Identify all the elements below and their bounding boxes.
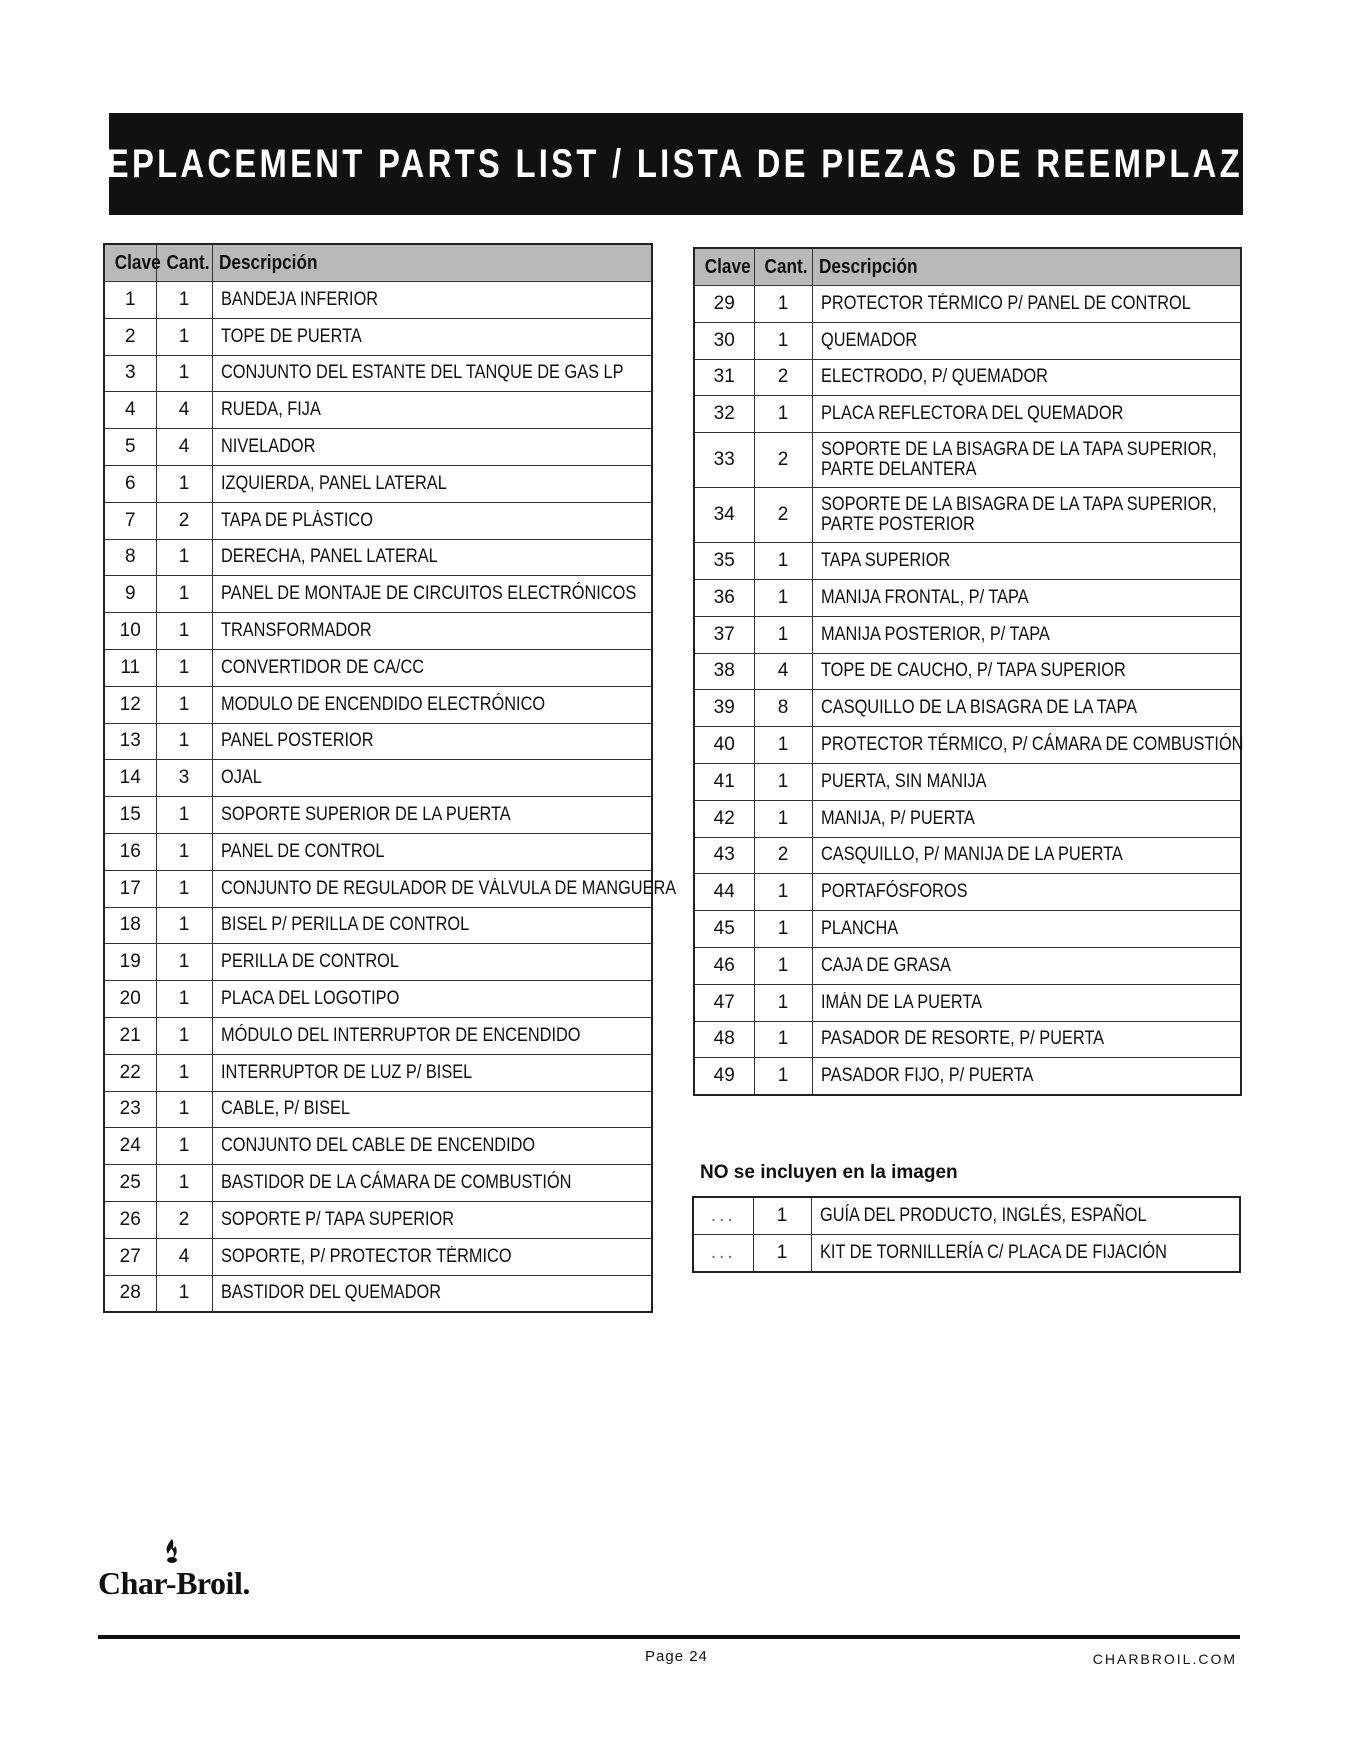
page-title: REPLACEMENT PARTS LIST / LISTA DE PIEZAS DE REEMPLAZO xyxy=(80,141,1272,186)
part-key: 27 xyxy=(104,1238,156,1275)
table-row xyxy=(693,1235,1240,1273)
part-description-text: CONJUNTO DEL ESTANTE DEL TANQUE DE GAS LP xyxy=(220,362,624,384)
part-key: 8 xyxy=(104,539,156,576)
col-header-qty: Cant. xyxy=(754,248,812,286)
part-description xyxy=(212,355,652,392)
table-row xyxy=(104,833,652,870)
table-row xyxy=(104,502,652,539)
part-description-text-line2: PARTE POSTERIOR xyxy=(820,514,975,536)
part-qty: 1 xyxy=(754,1058,812,1095)
part-description-text: SOPORTE, P/ PROTECTOR TÉRMICO xyxy=(220,1245,512,1267)
part-key: 15 xyxy=(104,797,156,834)
part-description xyxy=(812,543,1241,580)
table-row xyxy=(104,539,652,576)
part-qty: 1 xyxy=(156,465,212,502)
part-description xyxy=(212,944,652,981)
part-description-text: TRANSFORMADOR xyxy=(220,620,372,642)
part-key: 16 xyxy=(104,833,156,870)
part-description-text: BASTIDOR DE LA CÁMARA DE COMBUSTIÓN xyxy=(220,1172,571,1194)
part-key: 29 xyxy=(694,286,754,323)
part-key: 6 xyxy=(104,465,156,502)
part-key: 5 xyxy=(104,429,156,466)
part-description xyxy=(212,1165,652,1202)
part-key: 37 xyxy=(694,616,754,653)
note-bold: NO xyxy=(700,1162,729,1183)
table-row xyxy=(104,576,652,613)
part-description-text: PLANCHA xyxy=(820,918,898,940)
part-key: 23 xyxy=(104,1091,156,1128)
note-rest: se incluyen en la imagen xyxy=(728,1162,958,1183)
part-description xyxy=(811,1197,1240,1235)
part-description xyxy=(811,1235,1240,1273)
part-qty: 1 xyxy=(754,543,812,580)
part-qty: 1 xyxy=(753,1197,811,1235)
table-row xyxy=(694,286,1241,323)
part-description-text: PUERTA, SIN MANIJA xyxy=(820,770,987,792)
part-description xyxy=(212,907,652,944)
table-row xyxy=(104,355,652,392)
part-description-text: BISEL P/ PERILLA DE CONTROL xyxy=(220,914,469,936)
part-description-text: SOPORTE SUPERIOR DE LA PUERTA xyxy=(220,804,511,826)
table-row xyxy=(694,579,1241,616)
table-row xyxy=(104,392,652,429)
part-description-text: KIT DE TORNILLERÍA C/ PLACA DE FIJACIÓN xyxy=(819,1242,1167,1263)
table-row xyxy=(694,911,1241,948)
part-qty: 1 xyxy=(156,282,212,319)
part-qty: 1 xyxy=(156,613,212,650)
part-qty: 1 xyxy=(156,1054,212,1091)
part-qty: 1 xyxy=(156,833,212,870)
part-key: 19 xyxy=(104,944,156,981)
part-qty: 1 xyxy=(156,981,212,1018)
part-description-text: CONJUNTO DE REGULADOR DE VÁLVULA DE MANGUERA xyxy=(220,877,676,899)
footer-divider xyxy=(98,1635,1240,1639)
table-row xyxy=(694,690,1241,727)
part-qty: 1 xyxy=(156,944,212,981)
table-row xyxy=(694,947,1241,984)
part-key: ... xyxy=(693,1235,753,1273)
part-description xyxy=(812,616,1241,653)
table-row xyxy=(104,686,652,723)
part-key: 28 xyxy=(104,1275,156,1312)
part-qty: 1 xyxy=(156,870,212,907)
part-qty: 1 xyxy=(156,355,212,392)
part-description-text: TOPE DE CAUCHO, P/ TAPA SUPERIOR xyxy=(820,660,1126,682)
part-description-text: PANEL POSTERIOR xyxy=(220,730,374,752)
part-qty: 1 xyxy=(754,874,812,911)
part-description xyxy=(812,947,1241,984)
part-description xyxy=(212,392,652,429)
part-qty: 8 xyxy=(754,690,812,727)
table-row xyxy=(694,984,1241,1021)
part-description-text: PLACA REFLECTORA DEL QUEMADOR xyxy=(820,403,1123,425)
part-description-text: GUÍA DEL PRODUCTO, INGLÉS, ESPAÑOL xyxy=(819,1205,1147,1226)
table-row xyxy=(104,1238,652,1275)
part-qty: 1 xyxy=(156,539,212,576)
title-banner xyxy=(80,113,1272,215)
part-key: 36 xyxy=(694,579,754,616)
part-key: 31 xyxy=(694,359,754,396)
table-row xyxy=(694,396,1241,433)
part-description-text: CONVERTIDOR DE CA/CC xyxy=(220,656,424,678)
part-description xyxy=(212,1128,652,1165)
part-qty: 2 xyxy=(754,837,812,874)
part-description-text: TOPE DE PUERTA xyxy=(220,325,362,347)
part-qty: 1 xyxy=(754,763,812,800)
part-qty: 1 xyxy=(156,723,212,760)
part-qty: 1 xyxy=(754,286,812,323)
table-row xyxy=(694,543,1241,580)
part-qty: 2 xyxy=(754,488,812,543)
part-description-text: CASQUILLO DE LA BISAGRA DE LA TAPA xyxy=(820,697,1137,719)
part-qty: 1 xyxy=(156,686,212,723)
part-key: 41 xyxy=(694,763,754,800)
part-description-text: MÓDULO DEL INTERRUPTOR DE ENCENDIDO xyxy=(220,1024,581,1046)
part-key: 14 xyxy=(104,760,156,797)
table-row xyxy=(694,1058,1241,1095)
table-row xyxy=(104,1128,652,1165)
part-description xyxy=(212,760,652,797)
table-row xyxy=(694,359,1241,396)
part-key: 3 xyxy=(104,355,156,392)
part-qty: 1 xyxy=(156,318,212,355)
part-description xyxy=(212,797,652,834)
table-row xyxy=(104,760,652,797)
part-description-text: SOPORTE P/ TAPA SUPERIOR xyxy=(220,1208,454,1230)
part-description-text: SOPORTE DE LA BISAGRA DE LA TAPA SUPERIOR, xyxy=(820,494,1217,516)
part-qty: 1 xyxy=(754,984,812,1021)
part-description-text: MANIJA, P/ PUERTA xyxy=(820,807,975,829)
part-key: 44 xyxy=(694,874,754,911)
table-row xyxy=(104,797,652,834)
table-row xyxy=(104,429,652,466)
table-row xyxy=(104,1017,652,1054)
part-qty: 1 xyxy=(754,911,812,948)
part-qty: 1 xyxy=(754,800,812,837)
part-qty: 1 xyxy=(754,579,812,616)
table-header-row xyxy=(694,248,1241,286)
part-description-text: PROTECTOR TÉRMICO P/ PANEL DE CONTROL xyxy=(820,292,1191,314)
website-url: CHARBROIL.COM xyxy=(1092,1651,1237,1667)
part-qty: 1 xyxy=(754,322,812,359)
part-key: 25 xyxy=(104,1165,156,1202)
part-description xyxy=(212,686,652,723)
part-description-text: CAJA DE GRASA xyxy=(820,954,951,976)
part-qty: 1 xyxy=(156,649,212,686)
part-key: 21 xyxy=(104,1017,156,1054)
part-key: 38 xyxy=(694,653,754,690)
part-description xyxy=(212,539,652,576)
table-row xyxy=(104,981,652,1018)
part-description-text: QUEMADOR xyxy=(820,329,917,351)
table-row xyxy=(694,616,1241,653)
part-qty: 1 xyxy=(754,947,812,984)
part-key: 46 xyxy=(694,947,754,984)
table-row xyxy=(104,944,652,981)
part-key: 43 xyxy=(694,837,754,874)
table-row xyxy=(694,874,1241,911)
table-row xyxy=(104,870,652,907)
part-description-text: SOPORTE DE LA BISAGRA DE LA TAPA SUPERIOR, xyxy=(820,439,1217,461)
part-description xyxy=(212,613,652,650)
part-qty: 4 xyxy=(156,392,212,429)
part-description xyxy=(812,322,1241,359)
part-key: 35 xyxy=(694,543,754,580)
part-key: 45 xyxy=(694,911,754,948)
part-description xyxy=(812,690,1241,727)
part-description xyxy=(812,653,1241,690)
part-description-text: CONJUNTO DEL CABLE DE ENCENDIDO xyxy=(220,1135,535,1157)
part-qty: 1 xyxy=(754,616,812,653)
not-pictured-note xyxy=(700,1162,958,1184)
part-description-text: ELECTRODO, P/ QUEMADOR xyxy=(820,366,1048,388)
part-key: 24 xyxy=(104,1128,156,1165)
part-description xyxy=(812,1021,1241,1058)
part-description xyxy=(212,1201,652,1238)
part-description xyxy=(812,763,1241,800)
part-description xyxy=(812,984,1241,1021)
part-key: 26 xyxy=(104,1201,156,1238)
table-row xyxy=(104,907,652,944)
part-qty: 1 xyxy=(754,396,812,433)
col-header-desc: Descripción xyxy=(212,244,652,282)
part-key: 20 xyxy=(104,981,156,1018)
part-description xyxy=(212,465,652,502)
part-description-text: IMÁN DE LA PUERTA xyxy=(820,991,982,1013)
part-description xyxy=(212,1091,652,1128)
part-description xyxy=(812,488,1241,543)
part-description xyxy=(212,502,652,539)
table-row xyxy=(693,1197,1240,1235)
part-description-text: IZQUIERDA, PANEL LATERAL xyxy=(220,472,447,494)
table-row xyxy=(694,488,1241,543)
part-description-text: CASQUILLO, P/ MANIJA DE LA PUERTA xyxy=(820,844,1123,866)
part-key: 47 xyxy=(694,984,754,1021)
part-description-text: PASADOR FIJO, P/ PUERTA xyxy=(820,1065,1033,1087)
part-description xyxy=(212,870,676,907)
part-description xyxy=(812,359,1241,396)
table-row xyxy=(694,653,1241,690)
part-key: 12 xyxy=(104,686,156,723)
part-description xyxy=(212,833,652,870)
part-description-text: MODULO DE ENCENDIDO ELECTRÓNICO xyxy=(220,693,545,715)
part-description xyxy=(212,1054,652,1091)
part-description xyxy=(212,723,652,760)
table-row xyxy=(694,433,1241,488)
table-row xyxy=(104,723,652,760)
part-qty: 1 xyxy=(156,1165,212,1202)
part-description xyxy=(812,286,1241,323)
part-key: 42 xyxy=(694,800,754,837)
table-row xyxy=(104,1091,652,1128)
part-key: 33 xyxy=(694,433,754,488)
part-key: 4 xyxy=(104,392,156,429)
part-description xyxy=(212,576,652,613)
part-key: 48 xyxy=(694,1021,754,1058)
table-row xyxy=(694,837,1241,874)
flame-icon xyxy=(163,1538,181,1564)
table-row xyxy=(104,318,652,355)
part-description-text: BASTIDOR DEL QUEMADOR xyxy=(220,1282,441,1304)
part-qty: 1 xyxy=(156,576,212,613)
part-description xyxy=(812,1058,1241,1095)
part-description-text: RUEDA, FIJA xyxy=(220,399,321,421)
page-number: Page 24 xyxy=(645,1648,708,1665)
part-qty: 1 xyxy=(754,1021,812,1058)
part-description-text: DERECHA, PANEL LATERAL xyxy=(220,546,438,568)
part-description-text: PANEL DE CONTROL xyxy=(220,840,384,862)
part-description-text: MANIJA FRONTAL, P/ TAPA xyxy=(820,586,1029,608)
part-description-text: PERILLA DE CONTROL xyxy=(220,951,399,973)
col-header-key: Clave xyxy=(694,248,754,286)
part-qty: 1 xyxy=(754,727,812,764)
not-pictured-table xyxy=(692,1196,1241,1273)
part-qty: 2 xyxy=(156,502,212,539)
part-qty: 1 xyxy=(156,1275,212,1312)
part-qty: 1 xyxy=(156,1017,212,1054)
parts-table-right xyxy=(693,247,1242,1096)
part-description xyxy=(812,579,1241,616)
part-qty: 2 xyxy=(754,433,812,488)
part-key: 39 xyxy=(694,690,754,727)
parts-table-left xyxy=(103,243,676,1313)
part-qty: 1 xyxy=(156,797,212,834)
table-row xyxy=(104,465,652,502)
part-description-text-line2: PARTE DELANTERA xyxy=(820,459,977,481)
part-description-text: PASADOR DE RESORTE, P/ PUERTA xyxy=(820,1028,1104,1050)
table-row xyxy=(104,1275,652,1312)
part-description-text: TAPA SUPERIOR xyxy=(820,550,950,572)
part-qty: 4 xyxy=(754,653,812,690)
part-description xyxy=(212,282,652,319)
table-row xyxy=(104,1054,652,1091)
col-header-desc: Descripción xyxy=(812,248,1241,286)
part-key: 49 xyxy=(694,1058,754,1095)
part-description xyxy=(212,1017,652,1054)
part-description xyxy=(812,874,1241,911)
part-qty: 2 xyxy=(156,1201,212,1238)
part-qty: 1 xyxy=(156,1128,212,1165)
table-row xyxy=(104,1165,652,1202)
part-description-text: CABLE, P/ BISEL xyxy=(220,1098,350,1120)
part-description xyxy=(812,727,1241,764)
part-key: 7 xyxy=(104,502,156,539)
table-row xyxy=(694,322,1241,359)
part-qty: 1 xyxy=(156,1091,212,1128)
part-description xyxy=(212,1238,652,1275)
part-description-text: BANDEJA INFERIOR xyxy=(220,288,378,310)
part-description-text: INTERRUPTOR DE LUZ P/ BISEL xyxy=(220,1061,472,1083)
table-row xyxy=(694,800,1241,837)
part-qty: 2 xyxy=(754,359,812,396)
part-key: 1 xyxy=(104,282,156,319)
part-description-text: NIVELADOR xyxy=(220,436,315,458)
table-row xyxy=(104,649,652,686)
part-description-text: PROTECTOR TÉRMICO, P/ CÁMARA DE COMBUSTIÓN xyxy=(820,734,1243,756)
part-qty: 4 xyxy=(156,1238,212,1275)
part-key: 11 xyxy=(104,649,156,686)
part-description-text: PLACA DEL LOGOTIPO xyxy=(220,988,399,1010)
part-key: 30 xyxy=(694,322,754,359)
part-description xyxy=(212,318,652,355)
part-qty: 4 xyxy=(156,429,212,466)
part-description-text: TAPA DE PLÁSTICO xyxy=(220,509,373,531)
col-header-qty: Cant. xyxy=(156,244,212,282)
part-description xyxy=(812,800,1241,837)
part-description xyxy=(812,433,1241,488)
table-header-row xyxy=(104,244,652,282)
table-row xyxy=(694,727,1241,764)
part-description xyxy=(812,837,1241,874)
part-key: 32 xyxy=(694,396,754,433)
part-description xyxy=(212,981,652,1018)
part-key: 9 xyxy=(104,576,156,613)
part-description xyxy=(212,429,652,466)
part-description xyxy=(812,911,1241,948)
part-key: ... xyxy=(693,1197,753,1235)
part-description-text: MANIJA POSTERIOR, P/ TAPA xyxy=(820,623,1050,645)
part-key: 10 xyxy=(104,613,156,650)
part-description xyxy=(812,396,1241,433)
part-qty: 3 xyxy=(156,760,212,797)
part-description-text: PORTAFÓSFOROS xyxy=(820,881,967,903)
part-qty: 1 xyxy=(753,1235,811,1273)
part-key: 17 xyxy=(104,870,156,907)
part-key: 2 xyxy=(104,318,156,355)
table-row xyxy=(694,763,1241,800)
part-description xyxy=(212,649,652,686)
brand-logo: Char-Broil. xyxy=(98,1565,250,1601)
table-row xyxy=(104,282,652,319)
part-key: 34 xyxy=(694,488,754,543)
part-description-text: OJAL xyxy=(220,767,262,789)
part-key: 13 xyxy=(104,723,156,760)
table-row xyxy=(104,1201,652,1238)
part-key: 40 xyxy=(694,727,754,764)
part-description xyxy=(212,1275,652,1312)
part-key: 18 xyxy=(104,907,156,944)
part-description-text: PANEL DE MONTAJE DE CIRCUITOS ELECTRÓNICOS xyxy=(220,583,636,605)
part-qty: 1 xyxy=(156,907,212,944)
table-row xyxy=(694,1021,1241,1058)
table-row xyxy=(104,613,652,650)
part-key: 22 xyxy=(104,1054,156,1091)
col-header-key: Clave xyxy=(104,244,156,282)
